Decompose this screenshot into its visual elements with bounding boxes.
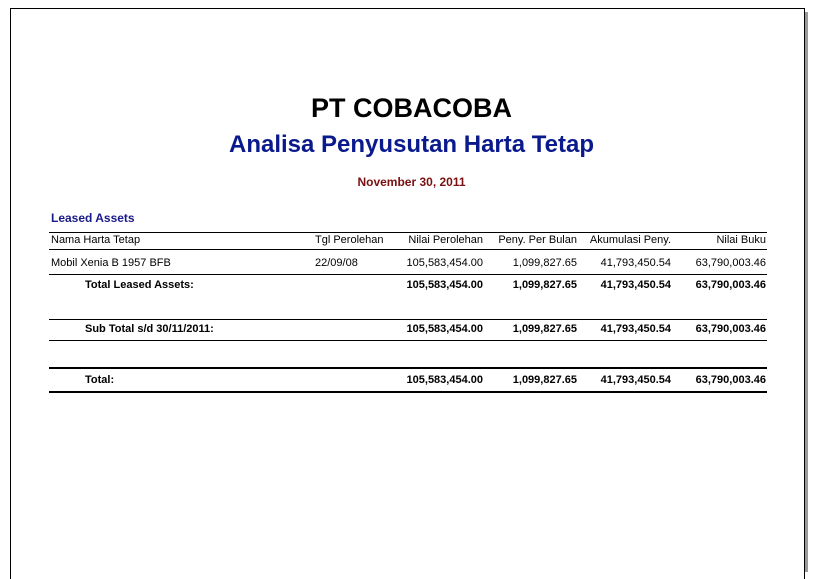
subtotal-nilai: 105,583,454.00 <box>406 323 483 335</box>
grand-total-row <box>49 374 767 390</box>
col-header-buku: Nilai Buku <box>716 234 766 246</box>
section-heading: Leased Assets <box>51 211 135 225</box>
subtotal-label: Sub Total s/d 30/11/2011: <box>85 323 214 335</box>
asset-name: Mobil Xenia B 1957 BFB <box>51 257 171 269</box>
col-header-peny: Peny. Per Bulan <box>498 234 577 246</box>
grand-total-nilai: 105,583,454.00 <box>406 374 483 386</box>
asset-buku: 63,790,003.46 <box>695 257 766 269</box>
subtotal-bottom-rule <box>49 340 767 341</box>
asset-peny: 1,099,827.65 <box>512 257 577 269</box>
subtotal-peny: 1,099,827.65 <box>512 323 577 335</box>
col-header-nilai: Nilai Perolehan <box>408 234 483 246</box>
grand-total-peny: 1,099,827.65 <box>512 374 577 386</box>
total-leased-buku: 63,790,003.46 <box>695 279 766 291</box>
asset-tgl: 22/09/08 <box>315 257 358 269</box>
report-title: Analisa Penyusutan Harta Tetap <box>229 131 594 158</box>
grand-total-akum: 41,793,450.54 <box>600 374 671 386</box>
col-header-name: Nama Harta Tetap <box>51 234 141 246</box>
total-bottom-rule <box>49 391 767 393</box>
row-rule <box>49 274 767 275</box>
report-date: November 30, 2011 <box>357 175 466 189</box>
total-leased-label: Total Leased Assets: <box>85 279 194 291</box>
asset-akum: 41,793,450.54 <box>600 257 671 269</box>
total-leased-nilai: 105,583,454.00 <box>406 279 483 291</box>
total-top-rule <box>49 367 767 369</box>
subtotal-akum: 41,793,450.54 <box>600 323 671 335</box>
subtotal-buku: 63,790,003.46 <box>695 323 766 335</box>
subtotal-row <box>49 323 767 339</box>
column-header-row <box>49 234 767 250</box>
company-name: PT COBACOBA <box>311 93 512 123</box>
grand-total-label: Total: <box>85 374 115 386</box>
grand-total-buku: 63,790,003.46 <box>695 374 766 386</box>
col-header-tgl: Tgl Perolehan <box>315 234 384 246</box>
header-bottom-rule <box>49 249 767 250</box>
total-leased-peny: 1,099,827.65 <box>512 279 577 291</box>
col-header-akum: Akumulasi Peny. <box>589 234 671 246</box>
asset-nilai: 105,583,454.00 <box>406 257 483 269</box>
table-row <box>49 257 767 273</box>
total-leased-akum: 41,793,450.54 <box>600 279 671 291</box>
header-top-rule <box>49 232 767 233</box>
total-leased-row <box>49 279 767 295</box>
subtotal-top-rule <box>49 319 767 320</box>
